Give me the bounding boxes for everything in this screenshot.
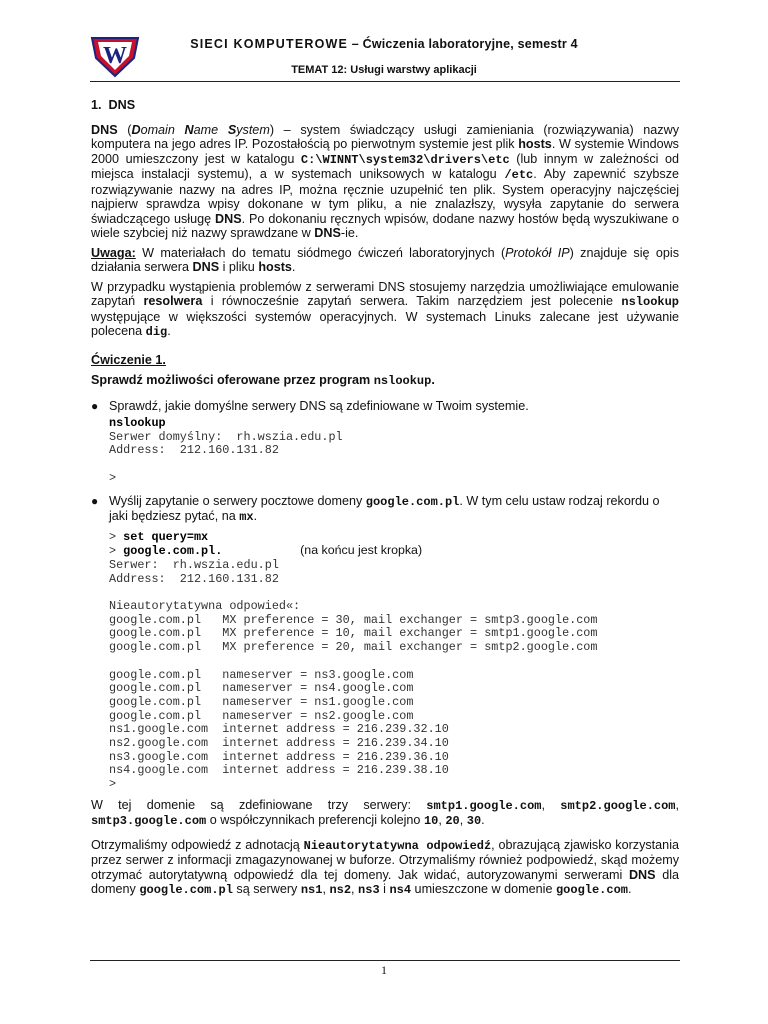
bullet-icon: ● (91, 398, 99, 413)
header-title-rest: – Ćwiczenia laboratoryjne, semestr 4 (348, 37, 578, 51)
logo-letter: W (103, 43, 127, 69)
code-block-nslookup: nslookup Serwer domyślny: rh.wszia.edu.pl Address: 212.160.131.82 > (109, 416, 343, 485)
document-body (91, 94, 679, 898)
header-divider (90, 81, 680, 82)
exercise-instruction: Sprawdź możliwości oferowane przez program nslookup. (91, 373, 435, 388)
page-number: 1 (381, 963, 387, 977)
bullet-mx-query: ● Wyślij zapytanie o serwery pocztowe domeny google.com.pl. W tym celu ustaw rodzaj rekordu o jaki będziesz pytać, na mx. (91, 493, 660, 525)
paragraph-dns-intro: DNS (Domain Name System) – system świadczący usługi zamieniania (rozwiązywania) nazwy komputera na jego adres IP. Pozostałością po pierwotnym systemie jest plik hosts. W systemie Windows 2000 umieszczony jest w katalogu C:\WINNT\system32\drivers\etc (lub innym w zależności od miejsca instalacji systemu), a w systemach uniksowych w katalogu /etc. Aby zapewnić szybsze rozwiązywanie nazwy na adres IP, można ręcznie uzupełnić ten plik. System operacyjny najczęściej najpierw sprawdza wpisy dokonane w tym pliku, a nie znalazłszy, wysyła zapytanie do serwera świadczącego usługę DNS. Po dokonaniu ręcznych wpisów, dodane nazwy hostów będą wyszukiwane o wiele szybciej niż nazwy sprawdzane w DNS-ie. (91, 122, 680, 240)
bullet-default-servers: ● Sprawdź, jakie domyślne serwery DNS są zdefiniowane w Twoim systemie. (91, 398, 529, 413)
paragraph-answer: Otrzymaliśmy odpowiedź z adnotacją Nieautorytatywna odpowiedź, obrazującą zjawisko korzystania przez serwer z informacji zmagazynowanej w buforze. Otrzymaliśmy również podpowiedź, skąd możemy otrzymać autorytatywną odpowiedź dla tej domeny. Jak widać, autoryzowanymi serwerami DNS dla domeny google.com.pl są serwery ns1, ns2, ns3 i ns4 umieszczone w domenie google.com. (91, 837, 679, 898)
exercise-title: Ćwiczenie 1. (91, 352, 166, 367)
paragraph-mx-servers: W tej domenie są zdefiniowane trzy serwery: smtp1.google.com, smtp2.google.com, smtp3.google.com o współczynnikach preferencji kolejno 10, 20, 30. (91, 797, 679, 829)
paragraph-tools: W przypadku wystąpienia problemów z serwerami DNS stosujemy narzędzia umożliwiające emulowanie zapytań resolwera i równocześnie zapytań serwera. Takim narzędziem jest polecenie nslookup występujące w większości systemów operacyjnych. W systemach Linuks zalecane jest używanie polecena dig. (91, 279, 679, 339)
paragraph-note: Uwaga: W materiałach do tematu siódmego ćwiczeń laboratoryjnych (Protokół IP) znajduje się opis działania serwera DNS i pliku hosts. (91, 245, 679, 274)
header-title-main: SIECI KOMPUTEROWE (190, 37, 349, 51)
header-title (0, 37, 768, 51)
section-heading: 1. DNS (91, 98, 136, 112)
bullet-icon: ● (91, 493, 99, 508)
footer-divider (90, 960, 680, 961)
header-subtitle: TEMAT 12: Usługi warstwy aplikacji (291, 64, 477, 76)
code-block-mx-session: > set query=mx > google.com.pl. (na końcu jest kropka) Serwer: rh.wszia.edu.pl Address: 212.160.131.82 Nieautorytatywna odpowied«: google.com.pl MX preference = 30, mail exchanger = smtp3.google.com google.com.pl MX preference = 10, mail exchanger = smtp1.google.com google.com.pl MX preference = 20, mail exchanger = smtp2.google.com google.com.pl nameserver = ns3.google.com google.com.pl nameserver = ns4.google.com google.com.pl nameserver = ns1.google.com google.com.pl nameserver = ns2.google.com ns1.google.com internet address = 216.239.32.10 ns2.google.com internet address = 216.239.34.10 ns3.google.com internet address = 216.239.36.10 ns4.google.com internet address = 216.239.38.10 > (109, 529, 598, 792)
